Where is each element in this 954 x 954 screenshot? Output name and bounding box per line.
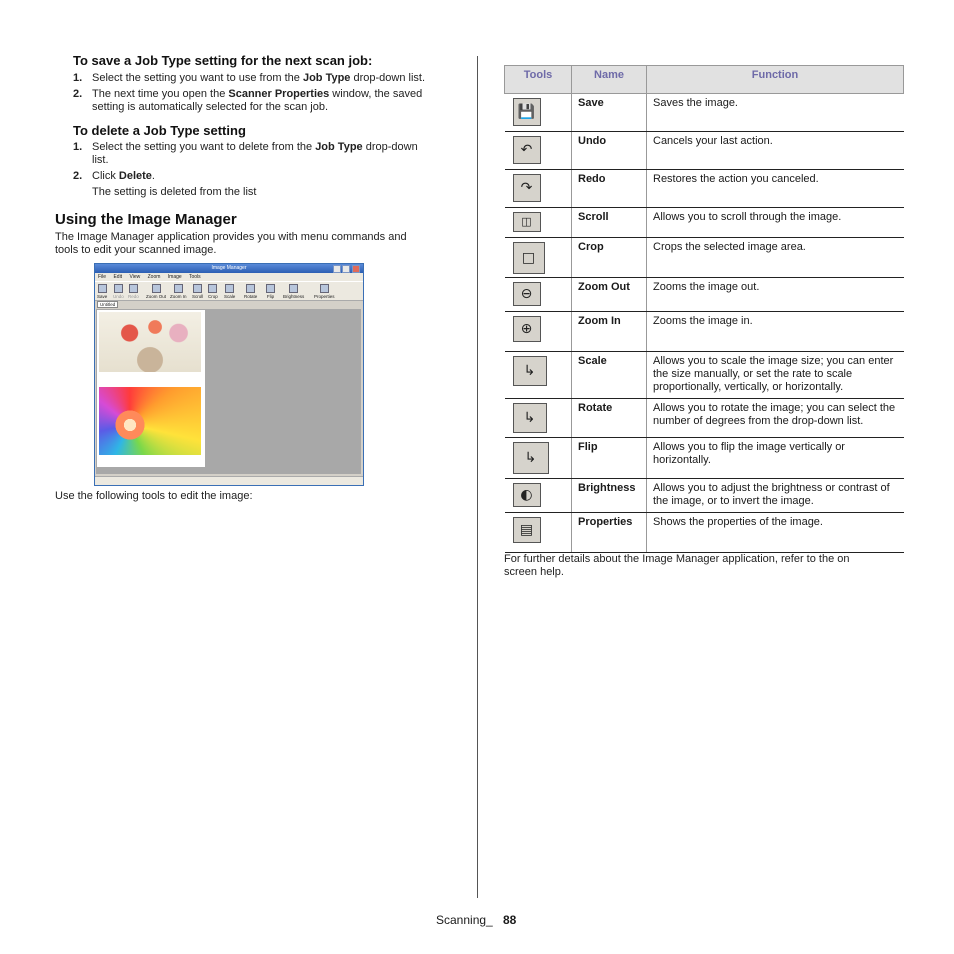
step-text: list. <box>92 154 109 166</box>
tool-function: Cancels your last action. <box>647 132 904 170</box>
tb-brightness: Brightness <box>283 284 304 299</box>
tool-name: Undo <box>572 132 647 170</box>
tool-name: Save <box>572 94 647 132</box>
tool-function: Crops the selected image area. <box>647 238 904 278</box>
tb-properties: Properties <box>314 284 335 299</box>
scanner-properties-term: Scanner Properties <box>228 88 330 100</box>
tool-name: Flip <box>572 438 647 479</box>
tool-cell <box>505 278 572 312</box>
table-row <box>505 352 904 399</box>
tool-function: Restores the action you canceled. <box>647 170 904 208</box>
step-number: 2. <box>73 88 83 100</box>
tool-function: Shows the properties of the image. <box>647 513 904 553</box>
tb-redo: Redo <box>128 284 139 299</box>
maximize-icon <box>342 265 350 273</box>
step-text: drop-down <box>362 141 418 153</box>
menu-image: Image <box>167 274 182 280</box>
tool-cell <box>505 438 572 479</box>
close-icon <box>352 265 360 273</box>
tb-flip: Flip <box>266 284 275 299</box>
menu-edit: Edit <box>113 274 123 280</box>
flowers-cat-photo <box>99 312 201 372</box>
brightness-icon <box>289 284 298 293</box>
save-step-1 <box>73 72 463 85</box>
tool-cell <box>505 479 572 513</box>
properties-icon: ▤ <box>513 517 541 543</box>
tools-caption: Use the following tools to edit the image: <box>55 490 253 502</box>
header-name: Name <box>572 66 647 94</box>
zoom-out-icon: ⊖ <box>513 282 541 306</box>
status-bar <box>95 476 363 485</box>
header-tools: Tools <box>505 66 572 94</box>
document-tab: Untitled <box>97 301 118 308</box>
flip-icon: ↳ <box>513 442 549 474</box>
tool-cell <box>505 513 572 553</box>
table-row <box>505 513 904 553</box>
delete-step-2 <box>73 170 463 183</box>
redo-icon <box>129 284 138 293</box>
image-canvas <box>96 309 361 474</box>
tool-cell <box>505 312 572 352</box>
tool-name: Crop <box>572 238 647 278</box>
save-step-2 <box>73 88 463 114</box>
tool-cell <box>505 399 572 438</box>
tool-cell <box>505 132 572 170</box>
tb-scroll: Scroll <box>192 284 203 299</box>
toolbar <box>95 281 363 301</box>
step-text: Select the setting you want to use from the <box>92 72 303 84</box>
tool-cell <box>505 238 572 278</box>
table-row <box>505 170 904 208</box>
tb-zoom-out: Zoom Out <box>146 284 166 299</box>
flip-icon <box>266 284 275 293</box>
step-number: 1. <box>73 141 83 153</box>
table-row <box>505 399 904 438</box>
tool-function: Allows you to flip the image vertically or horizontally. <box>647 438 904 479</box>
tool-cell <box>505 170 572 208</box>
table-header-row <box>505 66 904 94</box>
rotate-icon <box>246 284 255 293</box>
step-text: The next time you open the <box>92 88 229 100</box>
rotate-icon: ↳ <box>513 403 547 433</box>
zoom-in-icon: ⊕ <box>513 316 541 342</box>
tool-name: Zoom Out <box>572 278 647 312</box>
step-text: window, the saved <box>329 88 423 100</box>
save-icon <box>98 284 107 293</box>
tools-table <box>504 65 904 553</box>
table-row <box>505 208 904 238</box>
table-row <box>505 94 904 132</box>
window-title-bar <box>95 264 363 273</box>
table-row <box>505 438 904 479</box>
further-details-note <box>504 553 904 579</box>
menu-zoom: Zoom <box>147 274 161 280</box>
tool-name: Redo <box>572 170 647 208</box>
tb-rotate: Rotate <box>244 284 257 299</box>
menu-file: File <box>98 274 107 280</box>
step-text: Click <box>92 170 119 182</box>
section-paragraph <box>55 231 455 257</box>
tb-undo: Undo <box>113 284 124 299</box>
image-manager-screenshot <box>94 263 364 486</box>
tool-function: Allows you to adjust the brightness or contrast of the image, or to invert the image. <box>647 479 904 513</box>
tool-function: Allows you to scale the image size; you can enter the size manually, or set the rate to scale proportionally, vertically, or horizontally. <box>647 352 904 399</box>
tool-name: Brightness <box>572 479 647 513</box>
menu-tools: Tools <box>189 274 201 280</box>
note-line: screen help. <box>504 566 564 578</box>
tool-function: Zooms the image out. <box>647 278 904 312</box>
step-text: setting is automatically selected for the scan job. <box>92 101 329 113</box>
table-row <box>505 312 904 352</box>
delete-term: Delete <box>118 170 152 182</box>
window-title: Image Manager <box>211 265 247 271</box>
tool-name: Zoom In <box>572 312 647 352</box>
table-row <box>505 238 904 278</box>
job-type-term: Job Type <box>302 72 351 84</box>
tool-function: Saves the image. <box>647 94 904 132</box>
crop-icon <box>208 284 217 293</box>
tb-zoom-in: Zoom In <box>170 284 187 299</box>
tool-name: Properties <box>572 513 647 553</box>
paragraph-line: The Image Manager application provides you with menu commands and <box>55 231 407 243</box>
minimize-icon <box>333 265 341 273</box>
step-text: drop-down list. <box>350 72 426 84</box>
note-line: For further details about the Image Manager application, refer to the on <box>504 553 850 565</box>
colorful-flower-photo <box>99 387 201 455</box>
undo-icon: ↶ <box>513 136 541 164</box>
menu-bar <box>95 273 363 281</box>
tool-name: Rotate <box>572 399 647 438</box>
table-row <box>505 278 904 312</box>
step-number: 1. <box>73 72 83 84</box>
save-job-type-heading: To save a Job Type setting for the next scan job: <box>73 53 373 68</box>
tb-save: Save <box>97 284 107 299</box>
brightness-icon: ◐ <box>513 483 541 507</box>
scale-icon: ↳ <box>513 356 547 386</box>
crop-icon: □ <box>513 242 545 274</box>
tool-function: Allows you to rotate the image; you can select the number of degrees from the drop-down list. <box>647 399 904 438</box>
scroll-icon: ◫ <box>513 212 541 232</box>
scale-icon <box>225 284 234 293</box>
tool-cell <box>505 208 572 238</box>
step-text: Select the setting you want to delete from the <box>92 141 316 153</box>
tb-crop: Crop <box>208 284 218 299</box>
job-type-term: Job Type <box>315 141 363 153</box>
delete-job-type-heading: To delete a Job Type setting <box>73 123 246 138</box>
step-number: 2. <box>73 170 83 182</box>
column-divider <box>477 56 478 898</box>
tool-name: Scroll <box>572 208 647 238</box>
footer-section: Scanning_ <box>436 913 493 927</box>
step-text: . <box>151 170 155 182</box>
menu-view: View <box>129 274 141 280</box>
table-row <box>505 479 904 513</box>
delete-step-1 <box>73 141 463 167</box>
undo-icon <box>114 284 123 293</box>
table-row <box>505 132 904 170</box>
tool-function: Zooms the image in. <box>647 312 904 352</box>
section-heading: Using the Image Manager <box>55 211 237 228</box>
zoom-out-icon <box>152 284 161 293</box>
delete-note: The setting is deleted from the list <box>92 186 257 198</box>
scanned-page <box>97 310 205 467</box>
redo-icon: ↷ <box>513 174 541 202</box>
properties-icon <box>320 284 329 293</box>
scroll-icon <box>193 284 202 293</box>
tool-cell <box>505 94 572 132</box>
tool-function: Allows you to scroll through the image. <box>647 208 904 238</box>
page-number: 88 <box>503 913 517 927</box>
zoom-in-icon <box>174 284 183 293</box>
save-icon: 💾 <box>513 98 541 126</box>
paragraph-line: tools to edit your scanned image. <box>55 244 217 256</box>
tb-scale: Scale <box>224 284 235 299</box>
tool-name: Scale <box>572 352 647 399</box>
header-function: Function <box>647 66 904 94</box>
tool-cell <box>505 352 572 399</box>
